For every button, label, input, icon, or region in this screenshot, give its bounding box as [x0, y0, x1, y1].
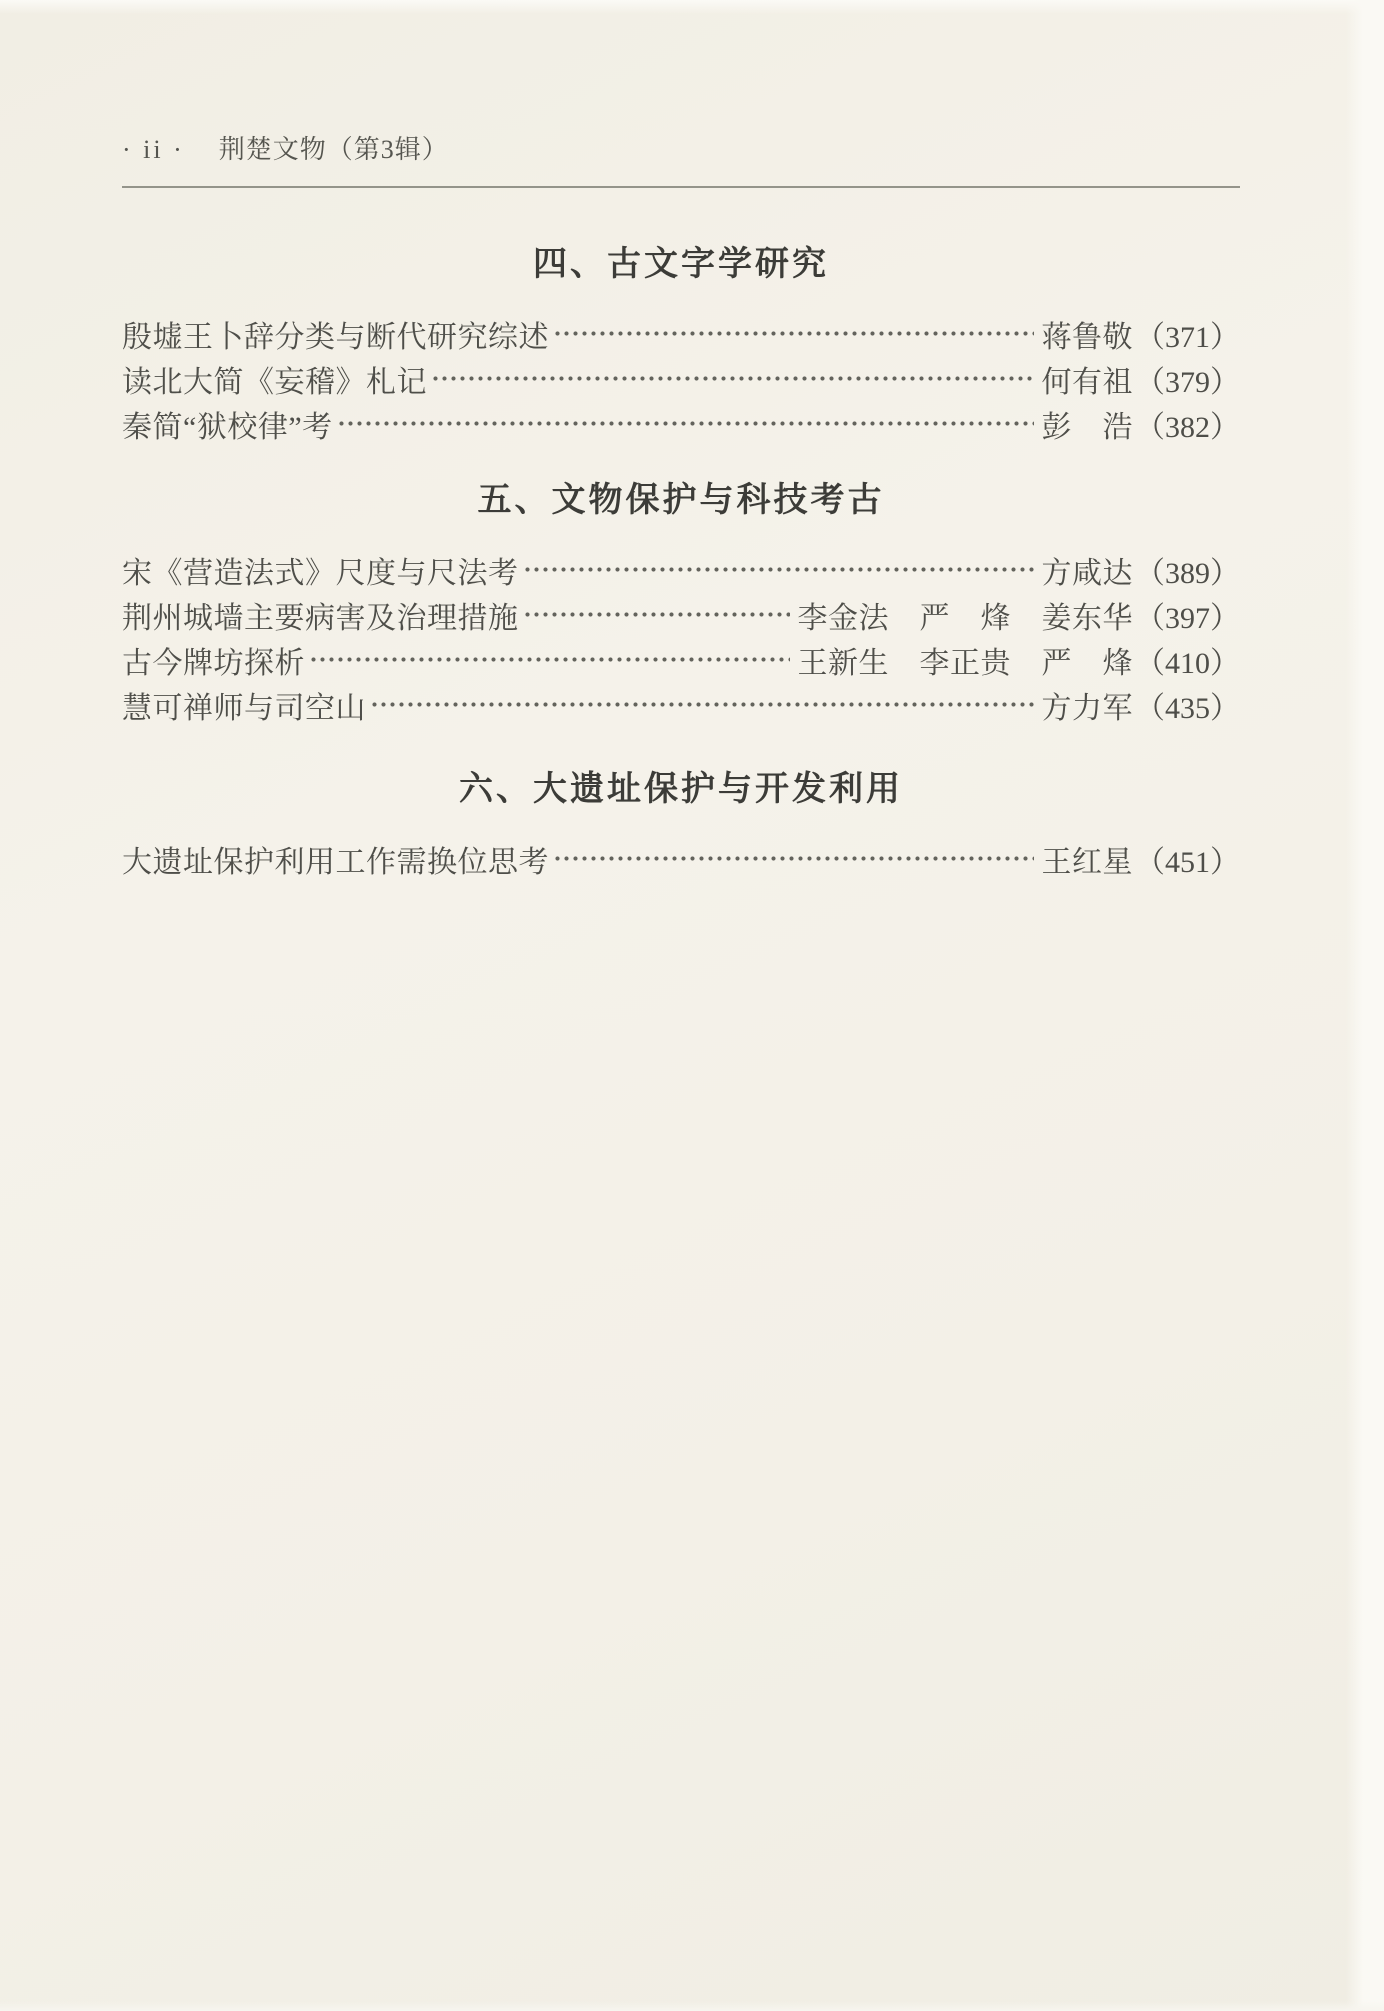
scan-edge-right — [1346, 0, 1384, 2011]
entry-authors: 蒋鲁敬 — [1041, 320, 1133, 354]
entry-page: （435） — [1135, 691, 1240, 725]
entry-title: 荆州城墙主要病害及治理措施 — [122, 601, 519, 635]
entry-authors: 李金法 严 烽 姜东华 — [797, 601, 1133, 635]
entry-title: 殷墟王卜辞分类与断代研究综述 — [122, 320, 549, 354]
entry-authors: 方咸达 — [1041, 556, 1133, 590]
entry-authors: 彭 浩 — [1041, 410, 1133, 444]
dot-leader — [523, 547, 1034, 592]
entry-page: （379） — [1135, 365, 1240, 399]
dot-leader — [337, 401, 1034, 446]
section-entries-4 — [122, 311, 1240, 446]
section-heading-6: 六、大遗址保护与开发利用 — [459, 770, 903, 808]
dot-leader — [370, 682, 1034, 727]
section-entries-6 — [122, 836, 1240, 881]
entry-authors: 方力军 — [1041, 691, 1133, 725]
book-title: 荆楚文物（第3辑） — [218, 135, 449, 164]
toc-entry — [122, 401, 1240, 446]
toc-entry — [122, 682, 1240, 727]
page-content — [122, 0, 1240, 881]
running-header — [122, 136, 1240, 164]
dot-leader — [553, 836, 1034, 881]
toc-entry — [122, 547, 1240, 592]
entry-page: （389） — [1135, 556, 1240, 590]
dot-leader — [523, 592, 790, 637]
entry-title: 大遗址保护利用工作需换位思考 — [122, 845, 549, 879]
entry-page: （451） — [1135, 845, 1240, 879]
section-heading-4: 四、古文字学研究 — [533, 245, 829, 283]
entry-authors: 王新生 李正贵 严 烽 — [797, 646, 1133, 680]
entry-authors: 何有祖 — [1041, 365, 1133, 399]
toc-entry — [122, 356, 1240, 401]
dot-leader — [309, 637, 790, 682]
toc-entry — [122, 637, 1240, 682]
entry-title: 读北大简《妄稽》札记 — [122, 365, 427, 399]
entry-page: （382） — [1135, 410, 1240, 444]
dot-leader — [553, 311, 1034, 356]
toc-entry — [122, 592, 1240, 637]
toc-entry — [122, 311, 1240, 356]
entry-page: （371） — [1135, 320, 1240, 354]
section-heading-5: 五、文物保护与科技考古 — [477, 481, 885, 519]
entry-authors: 王红星 — [1041, 845, 1133, 879]
entry-title: 宋《营造法式》尺度与尺法考 — [122, 556, 519, 590]
entry-page: （397） — [1135, 601, 1240, 635]
dot-leader — [431, 356, 1034, 401]
entry-title: 慧可禅师与司空山 — [122, 691, 366, 725]
entry-title: 古今牌坊探析 — [122, 646, 305, 680]
entry-title: 秦简“狱校律”考 — [122, 410, 333, 444]
header-rule — [122, 186, 1240, 188]
scan-edge-bottom — [0, 2001, 1384, 2011]
section-entries-5 — [122, 547, 1240, 727]
folio-marker: · ii · — [122, 135, 185, 164]
entry-page: （410） — [1135, 646, 1240, 680]
toc-entry — [122, 836, 1240, 881]
